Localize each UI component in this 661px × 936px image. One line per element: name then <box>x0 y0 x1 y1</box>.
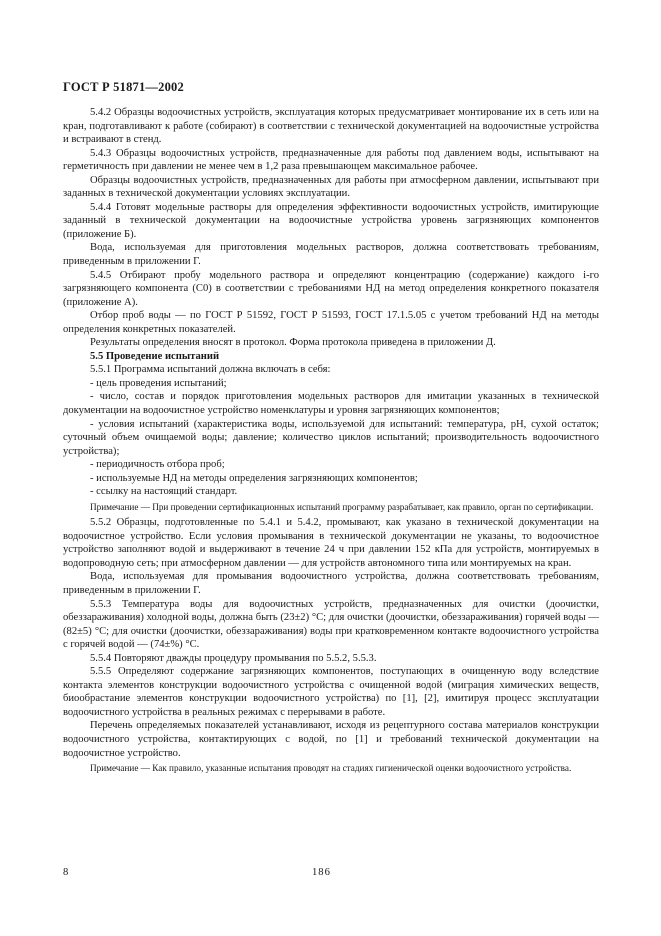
paragraph-5-4-4: 5.4.4 Готовят модельные растворы для определения эффективности водоочистных устройств, имитирующие заданный в технической документации на водоочистные устройства уровень загрязняющих компонентов (приложение Б). <box>63 201 599 240</box>
page-number: 8 <box>63 867 69 878</box>
list-item: - используемые НД на методы определения загрязняющих компонентов; <box>90 472 418 484</box>
note-hygienic: Примечание — Как правило, указанные испытания проводят на стадиях гигиенической оценки водоочистного устройства. <box>90 763 572 774</box>
paragraph-5-5-4: 5.5.4 Повторяют дважды процедуру промывания по 5.5.2, 5.5.3. <box>90 652 377 664</box>
note-certification: Примечание — При проведении сертификационных испытаний программу разрабатывает, как правило, орган по сертификации. <box>90 501 594 512</box>
document-body <box>63 106 599 778</box>
paragraph-5-5-1: 5.5.1 Программа испытаний должна включать в себя: <box>90 364 331 376</box>
paragraph-5-4-3: 5.4.3 Образцы водоочистных устройств, предназначенные для работы под давлением воды, испытывают на герметичность при давлении не менее чем в 1,2 раза превышающем максимальное рабочее. <box>63 147 599 173</box>
list-item: - периодичность отбора проб; <box>90 459 225 471</box>
paragraph-indicators: Перечень определяемых показателей устанавливают, исходя из рецептурного состава материалов конструкции водоочистного устройства, контактирующих с водой, по [1] и требований технической документации на водоочистное устройство. <box>63 720 599 759</box>
paragraph-sampling: Отбор проб воды — по ГОСТ Р 51592, ГОСТ Р 51593, ГОСТ 17.1.5.05 с учетом требований НД на методы определения конкретных показателей. <box>63 310 599 335</box>
section-heading-5-5: 5.5 Проведение испытаний <box>90 350 220 362</box>
paragraph-protocol: Результаты определения вносят в протокол. Форма протокола приведена в приложении Д. <box>90 337 496 349</box>
paragraph-model-water: Вода, используемая для приготовления модельных растворов, должна соответствовать требованиям, приведенным в приложении Г. <box>63 242 599 268</box>
paragraph-rinse-water: Вода, используемая для промывания водоочистного устройства, должна соответствовать требованиям, приведенным в приложении Г. <box>63 571 599 596</box>
paragraph-5-4-2: 5.4.2 Образцы водоочистных устройств, эксплуатация которых предусматривает монтирование их в сеть или на кран, подготавливают к работе (собирают) в соответствии с технической документацией на водоочистные устройства и встраивают в стенд. <box>63 107 599 146</box>
paragraph-5-5-3: 5.5.3 Температура воды для водоочистных устройств, предназначенных для очистки (доочистки, обеззараживания) холодной воды, должна быть (23±2) °С; для очистки (доочистки, обеззараживания) горячей воды — (82±5) °С; для очистки (доочистки, обеззараживания) воды при кратковременном контакте водоочистного устройства с горячей водой — (74±%) °С. <box>63 598 599 651</box>
standard-header: ГОСТ Р 51871—2002 <box>63 80 184 94</box>
paragraph-5-5-2: 5.5.2 Образцы, подготовленные по 5.4.1 и 5.4.2, промывают, как указано в технической документации на водоочистное устройство. Если условия промывания в технической документации не указаны, то водоочистное устройство заполняют водой и выдерживают в течение 24 ч при давлении 152 кПа для устройств, монтируемых в водопроводную сеть; при атмосферном давлении — для устройств автономного типа или монтируемых на кран. <box>63 517 599 569</box>
list-item: - число, состав и порядок приготовления модельных растворов для имитации указанных в технической документации на водоочистное устройство номенклатуры и уровня загрязняющих компонентов; <box>63 391 599 417</box>
paragraph-5-4-5: 5.4.5 Отбирают пробу модельного раствора и определяют концентрацию (содержание) каждого i-го загрязняющего компонента (C0) в соответствии с требованиями НД на метод определения конкретного показателя (приложение А). <box>63 269 599 308</box>
list-item: - условия испытаний (характеристика воды, используемой для испытаний: температура, pH, сухой остаток; суточный объем очищаемой воды; давление; количество циклов испытаний; производительность водоочистного устройства); <box>63 418 599 457</box>
paragraph-5-5-5: 5.5.5 Определяют содержание загрязняющих компонентов, поступающих в очищенную воду вследствие контакта элементов конструкции водоочистного устройства с очищенной водой (миграция химических веществ, биообрастание элементов конструкции водоочистного устройства) по [1], [2], имитируя процесс эксплуатации водоочистного устройства в реальных режимах с перерывами в работе. <box>63 666 599 718</box>
sheet-number: 186 <box>312 867 331 878</box>
paragraph-atmospheric: Образцы водоочистных устройств, предназначенных для работы при атмосферном давлении, испытывают при заданных в технической документации условиях эксплуатации. <box>63 174 599 200</box>
list-item: - ссылку на настоящий стандарт. <box>90 486 238 498</box>
list-item: - цель проведения испытаний; <box>90 377 227 389</box>
